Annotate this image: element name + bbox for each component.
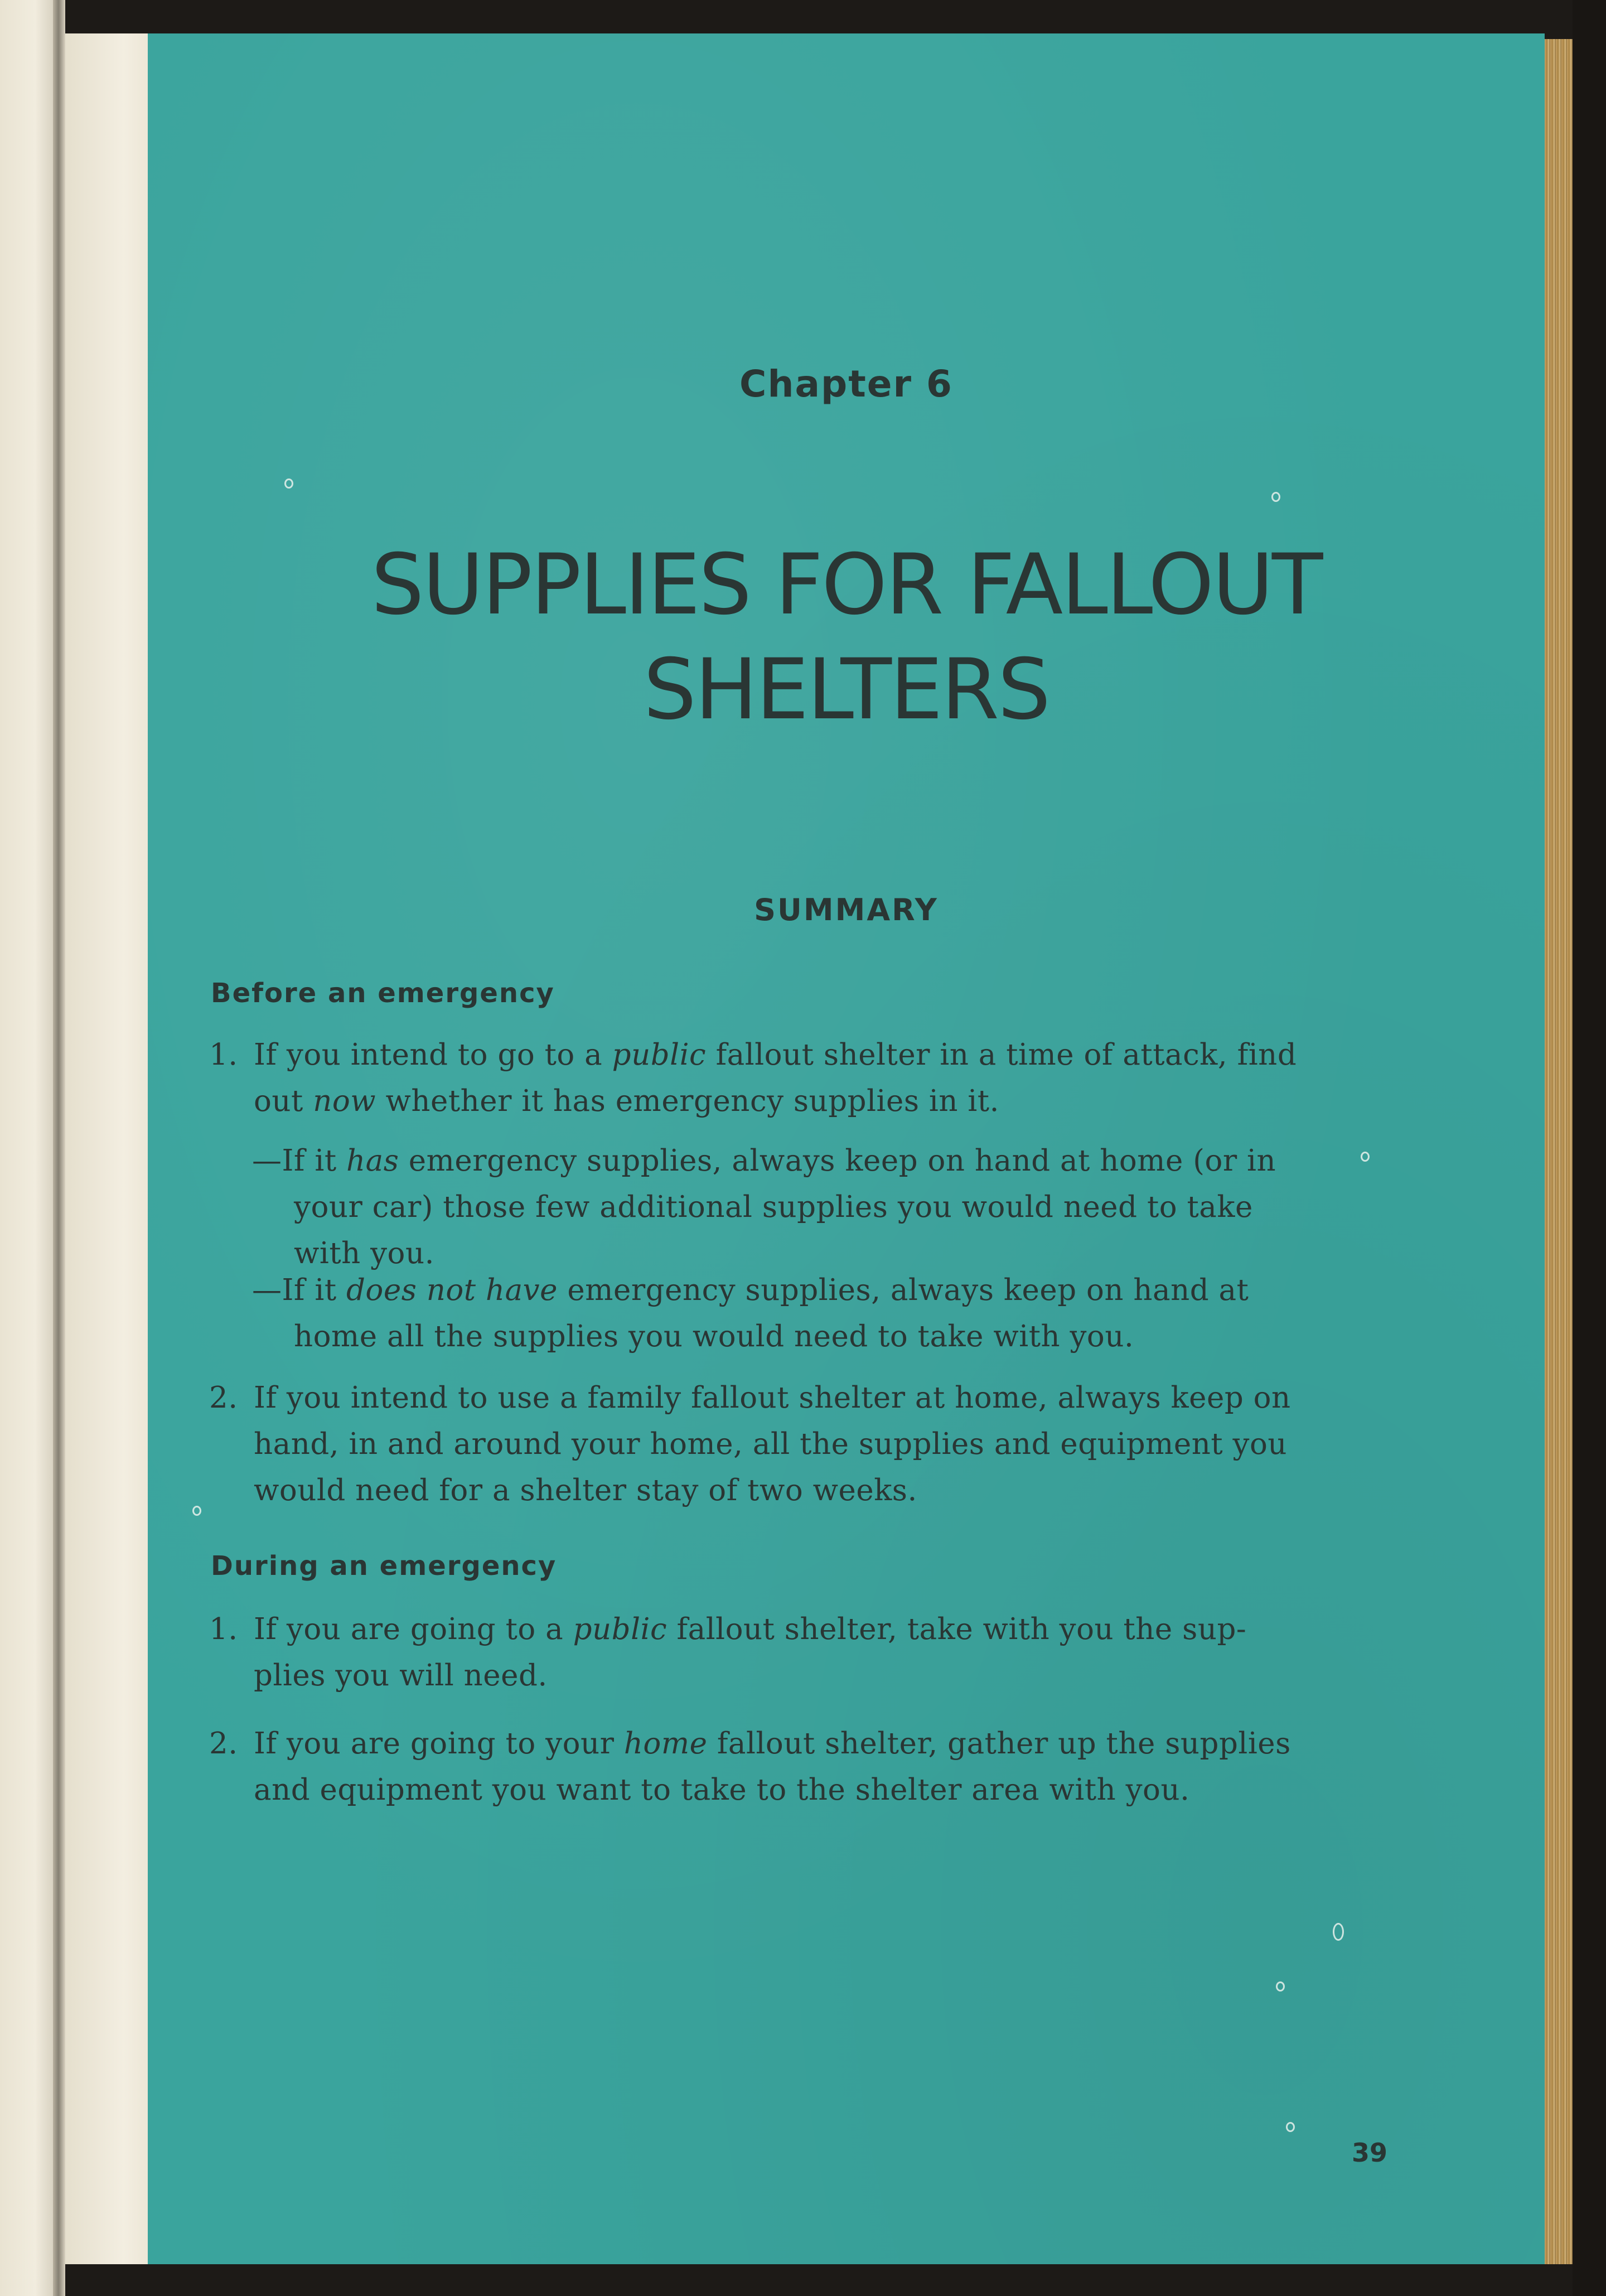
paper-speck: [192, 1506, 201, 1516]
before-item-1: [209, 1032, 1414, 1124]
before-subitem-has: [252, 1138, 1429, 1277]
before-subitem-does-not-have: [252, 1267, 1429, 1360]
scan-background: [1573, 0, 1606, 2296]
list-number: 2.: [209, 1727, 238, 1761]
emphasis-text: public: [612, 1038, 707, 1072]
paper-speck: [284, 478, 293, 489]
title-line-1: SUPPLIES FOR FALLOUT: [371, 536, 1322, 634]
page-number: 39: [1352, 2138, 1388, 2168]
text-run: emergency supplies, always keep on hand at: [557, 1273, 1249, 1307]
page-stack-edge: [1545, 39, 1573, 2264]
title-line-2: SHELTERS: [643, 641, 1049, 738]
paper-speck: [1271, 492, 1280, 502]
text-line: would need for a shelter stay of two weeks.: [254, 1473, 917, 1507]
chapter-label: Chapter 6: [739, 362, 953, 405]
text-line: hand, in and around your home, all the supplies and equipment you: [254, 1427, 1288, 1461]
during-emergency-heading: During an emergency: [211, 1550, 557, 1582]
list-number: 1.: [209, 1612, 238, 1646]
text-line: plies you will need.: [254, 1659, 548, 1693]
text-run: fallout shelter, gather up the supplies: [707, 1727, 1291, 1761]
emphasis-text: home: [623, 1727, 708, 1761]
list-number: 1.: [209, 1038, 238, 1072]
page-title: [148, 533, 1545, 742]
text-line: with you.: [294, 1236, 434, 1270]
page-margin: [65, 33, 149, 2264]
text-run: If you are going to a: [254, 1612, 573, 1646]
before-emergency-heading: Before an emergency: [211, 978, 555, 1009]
text-run: whether it has emergency supplies in it.: [376, 1084, 999, 1118]
paper-speck: [1333, 1923, 1344, 1941]
text-line: If you intend to use a family fallout shelter at home, always keep on: [254, 1381, 1291, 1415]
paper-speck: [1286, 2122, 1295, 2132]
paper-speck: [1276, 1981, 1285, 1992]
text-run: If you are going to your: [254, 1727, 624, 1761]
during-item-1: [209, 1606, 1425, 1699]
text-run: —If it: [252, 1273, 346, 1307]
text-line: home all the supplies you would need to take with you.: [294, 1319, 1134, 1354]
book-gutter: [53, 0, 65, 2296]
emphasis-text: has: [346, 1144, 399, 1178]
text-run: fallout shelter in a time of attack, find: [706, 1038, 1297, 1072]
list-number: 2.: [209, 1381, 238, 1415]
emphasis-text: public: [573, 1612, 667, 1646]
text-run: fallout shelter, take with you the sup-: [667, 1612, 1247, 1646]
text-run: emergency supplies, always keep on hand at home (or in: [399, 1144, 1276, 1178]
summary-heading: SUMMARY: [754, 892, 939, 927]
text-run: If you intend to go to a: [254, 1038, 612, 1072]
before-item-2: [209, 1375, 1425, 1514]
emphasis-text: now: [313, 1084, 376, 1118]
text-line: and equipment you want to take to the shelter area with you.: [254, 1773, 1190, 1807]
during-item-2: [209, 1720, 1425, 1813]
emphasis-text: does not have: [346, 1273, 558, 1307]
text-line: your car) those few additional supplies you would need to take: [294, 1190, 1253, 1224]
text-run: —If it: [252, 1144, 346, 1178]
text-run: out: [254, 1084, 313, 1118]
